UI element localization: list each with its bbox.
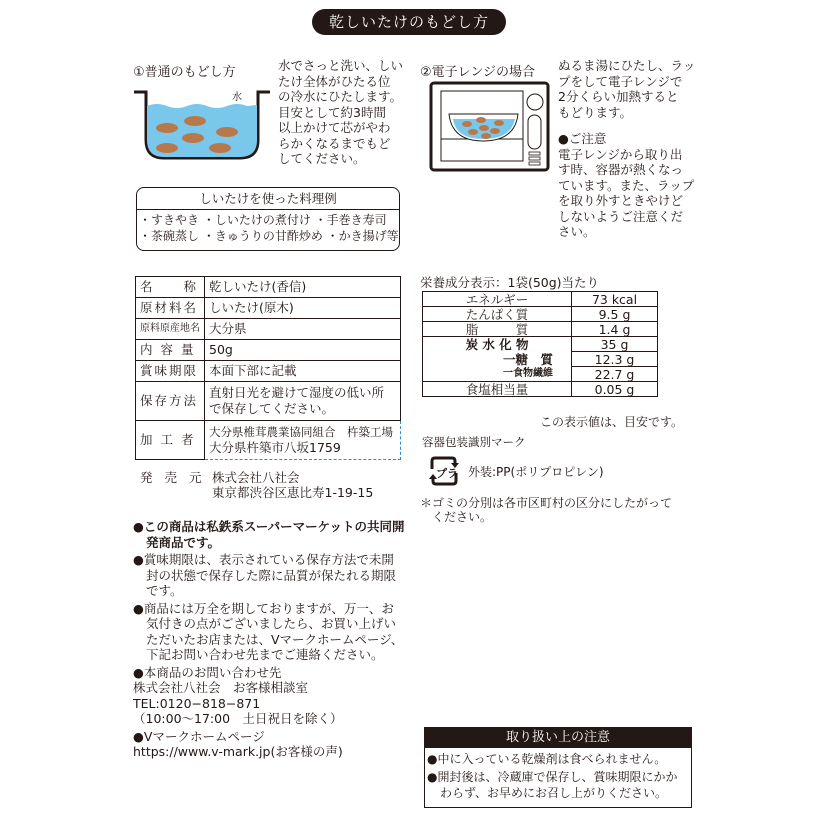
table-row: たんぱく質 9.5 g — [423, 307, 658, 322]
handling-item: ●開封後は、冷蔵庫で保存し、賞味期限にかかわらず、お早めにお召し上がりください。 — [427, 770, 678, 800]
product-spec-table — [135, 276, 401, 460]
recipe-line: ・すきやき ・しいたけの煮付け ・手巻き寿司 — [139, 213, 387, 227]
table-row: 脂 質 1.4 g — [423, 322, 658, 337]
microwave-illustration — [429, 81, 551, 173]
method1-description: 水でさっと洗い、しい たけ全体がひたる位 の冷水にひたします。 目安として約3時間 以上かけて芯がやわ らかくなるまでもど してください。 — [278, 58, 404, 166]
recipe-examples-box — [136, 187, 400, 251]
contact-info: ●本商品のお問い合わせ先 株式会社八社会 お客様相談室 TEL:0120−818−871 （10:00〜17:00 土日祝日を除く） — [133, 664, 343, 726]
seller-info: 発 売 元 株式会社八社会 東京都渋谷区恵比寿1-19-15 — [140, 470, 374, 500]
nutrition-table — [422, 291, 658, 397]
table-row: 名 称 乾しいたけ(香信) — [136, 277, 401, 298]
recipe-heading: しいたけを使った料理例 — [137, 188, 399, 210]
table-row: 賞味期限 本面下部に記載 — [136, 361, 401, 382]
nutrition-title: 栄養成分表示：1袋(50g)当たり — [420, 275, 600, 290]
method2-description: ぬるま湯にひたし、ラッ プをして電子レンジで 2分くらい加熱すると もどります。 ●ご注意 電子レンジから取り出 す時、容器が熱くなっ ています。また、ラップ を取り外すときやけど しないようご注意くだ さい。 — [558, 58, 696, 239]
handling-caution-box — [424, 727, 692, 808]
note-item: ●賞味期限は、表示されている保存方法で未開封の状態で保存した際に品質が保たれる期限です。 — [133, 552, 397, 598]
note-item: ●商品には万全を期しておりますが、万一、お気付きの点がございましたら、お買い上げいただいたお店または、Vマークホームページ、下記お問い合わせ先までご連絡ください。 — [133, 600, 404, 662]
table-row: 一糖 質 12.3 g — [423, 352, 658, 367]
website-info: ●Vマークホームページ https://www.v-mark.jp(お客様の声) — [133, 729, 405, 760]
table-row: 保存方法 直射日光を避けて湿度の低い所で保存してください。 — [136, 382, 401, 421]
recipe-line: ・茶碗蒸し ・きゅうりの甘酢炒め ・かき揚げ等 — [139, 229, 399, 243]
table-row: 加 工 者 大分県椎茸農業協同組合 杵築工場 大分県杵築市八坂1759 — [136, 421, 401, 460]
packaging-material: 外装:PP(ポリプロピレン) — [468, 464, 604, 479]
table-row: 炭 水 化 物 35 g — [423, 337, 658, 352]
garbage-note: ＊ゴミの分別は各市区町村の区分にしたがって ください。 — [420, 496, 673, 524]
page-title: 乾しいたけのもどし方 — [312, 9, 506, 35]
table-row: 原料原産地名 大分県 — [136, 319, 401, 340]
svg-text:プラ: プラ — [436, 467, 458, 480]
table-row: 一食物繊維 22.7 g — [423, 367, 658, 382]
table-row: 食塩相当量 0.05 g — [423, 382, 658, 397]
manufacturer-cell: 大分県椎茸農業協同組合 杵築工場 大分県杵築市八坂1759 — [205, 421, 401, 460]
note-item: ●この商品は私鉄系スーパーマーケットの共同開発商品です。 — [133, 519, 405, 550]
nutrition-note: この表示値は、目安です。 — [540, 415, 684, 429]
handling-heading: 取り扱い上の注意 — [425, 728, 691, 748]
method2-heading: ②電子レンジの場合 — [420, 65, 536, 80]
table-row: 原材料名 しいたけ(原木) — [136, 298, 401, 319]
pot-illustration — [130, 88, 272, 166]
method1-heading: ①普通のもどし方 — [133, 65, 236, 80]
handling-item: ●中に入っている乾燥剤は食べられません。 — [427, 752, 667, 766]
packaging-title: 容器包装識別マーク — [422, 435, 526, 449]
table-row: エネルギー 73 kcal — [423, 292, 658, 307]
water-label: 水 — [232, 92, 242, 103]
plastic-recycle-icon — [426, 455, 462, 487]
recycle-mark-row — [426, 455, 604, 487]
table-row: 内 容 量 50g — [136, 340, 401, 361]
website-link: https://www.v-mark.jp(お客様の声) — [133, 744, 343, 759]
caution-heading: ●ご注意 — [558, 131, 607, 146]
product-notes — [133, 519, 405, 762]
